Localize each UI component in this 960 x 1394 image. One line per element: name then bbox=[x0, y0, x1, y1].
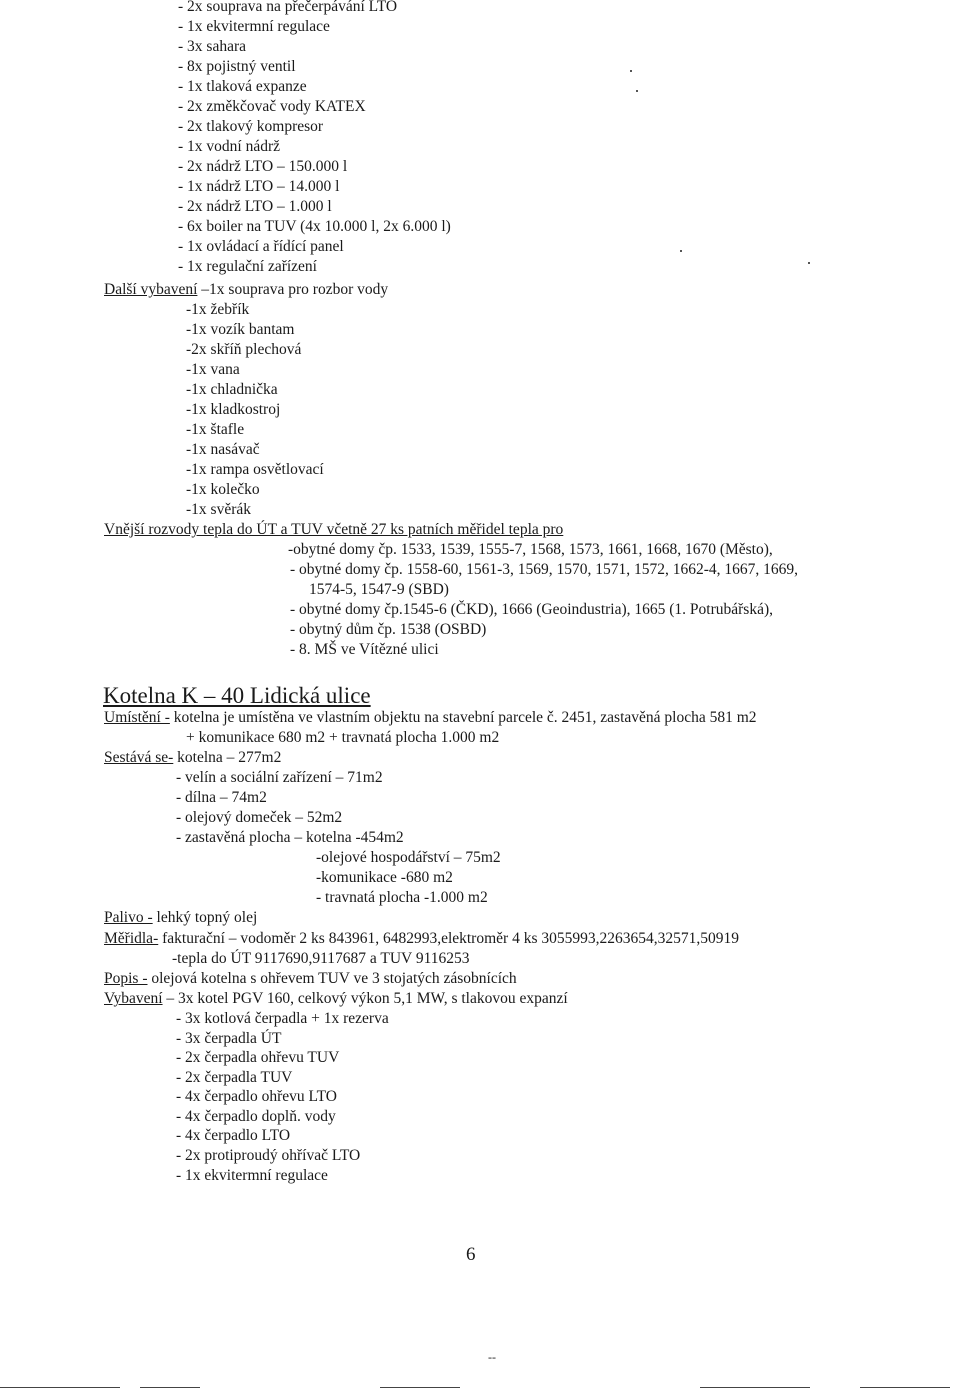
list-item: - 2x souprava na přečerpávání LTO bbox=[178, 0, 398, 15]
list-item: - 4x čerpadlo ohřevu LTO bbox=[176, 1088, 337, 1105]
equipment-label: Vybavení bbox=[104, 990, 163, 1007]
fuel-line bbox=[104, 908, 257, 928]
other-equipment-first-line bbox=[104, 280, 388, 300]
location-label: Umístění - bbox=[104, 709, 170, 726]
scan-speck bbox=[680, 250, 682, 252]
footer-mark: -- bbox=[488, 1350, 496, 1364]
location-text: kotelna je umístěna ve vlastním objektu na stavební parcele č. 2451, zastavěná plocha 581 m2 bbox=[169, 709, 757, 726]
meters-cont: -tepla do ÚT 9117690,9117687 a TUV 9116253 bbox=[172, 950, 470, 967]
other-equipment-first-item: –1x souprava pro rozbor vody bbox=[197, 281, 389, 298]
list-item: -1x rampa osvětlovací bbox=[186, 461, 324, 478]
list-item: - obytný dům čp. 1538 (OSBD) bbox=[290, 621, 487, 638]
list-item: -2x skříň plechová bbox=[186, 341, 302, 358]
list-item: - velín a sociální zařízení – 71m2 bbox=[176, 769, 383, 786]
bottom-scan-line bbox=[380, 1387, 460, 1388]
list-item: - travnatá plocha -1.000 m2 bbox=[316, 889, 488, 906]
scan-speck bbox=[808, 262, 810, 264]
meters-label: Měřidla- bbox=[104, 930, 159, 947]
equipment-line bbox=[104, 989, 568, 1009]
list-item: - obytné domy čp. 1558-60, 1561-3, 1569, 1570, 1571, 1572, 1662-4, 1667, 1669, bbox=[290, 561, 799, 578]
list-item: - zastavěná plocha – kotelna -454m2 bbox=[176, 829, 404, 846]
list-item: -1x štafle bbox=[186, 421, 245, 438]
list-item: -1x svěrák bbox=[186, 501, 251, 518]
fuel-text: lehký topný olej bbox=[152, 909, 258, 926]
list-item: -1x chladnička bbox=[186, 381, 278, 398]
list-item: -1x kladkostroj bbox=[186, 401, 281, 418]
list-item: - obytné domy čp.1545-6 (ČKD), 1666 (Geoindustria), 1665 (1. Potrubářská), bbox=[290, 601, 773, 618]
composition-line bbox=[104, 748, 281, 768]
list-item: - 4x čerpadlo doplň. vody bbox=[176, 1108, 336, 1125]
list-item: - 2x čerpadla TUV bbox=[176, 1069, 293, 1086]
external-distribution-label: Vnější rozvody tepla do ÚT a TUV včetně 27 ks patních měřidel tepla pro bbox=[104, 521, 564, 538]
list-item: - 6x boiler na TUV (4x 10.000 l, 2x 6.000 l) bbox=[178, 218, 451, 235]
list-item: - 3x sahara bbox=[178, 38, 246, 55]
list-item: - 3x kotlová čerpadla + 1x rezerva bbox=[176, 1010, 389, 1027]
description-text: olejová kotelna s ohřevem TUV ve 3 stojatých zásobnících bbox=[147, 970, 517, 987]
meters-line bbox=[104, 929, 739, 949]
list-item: -komunikace -680 m2 bbox=[316, 869, 453, 886]
description-line bbox=[104, 969, 517, 989]
list-item: -obytné domy čp. 1533, 1539, 1555-7, 1568, 1573, 1661, 1668, 1670 (Město), bbox=[288, 541, 773, 558]
location-cont: + komunikace 680 m2 + travnatá plocha 1.000 m2 bbox=[186, 729, 500, 746]
section-heading: Kotelna K – 40 Lidická ulice bbox=[103, 683, 371, 708]
list-item: - 1x ovládací a řídící panel bbox=[178, 238, 344, 255]
other-equipment-label: Další vybavení bbox=[104, 281, 198, 298]
list-item: -olejové hospodářství – 75m2 bbox=[316, 849, 501, 866]
scan-speck bbox=[636, 90, 638, 92]
list-item: - 8. MŠ ve Vítězné ulici bbox=[290, 641, 439, 658]
list-item: - dílna – 74m2 bbox=[176, 789, 267, 806]
composition-text: kotelna – 277m2 bbox=[173, 749, 282, 766]
list-item: - 2x čerpadla ohřevu TUV bbox=[176, 1049, 340, 1066]
list-item: - 1x ekvitermní regulace bbox=[178, 18, 330, 35]
list-item: - 3x čerpadla ÚT bbox=[176, 1030, 282, 1047]
list-item: -1x nasávač bbox=[186, 441, 260, 458]
list-item: - 1x vodní nádrž bbox=[178, 138, 281, 155]
fuel-label: Palivo - bbox=[104, 909, 153, 926]
list-item: -1x vozík bantam bbox=[186, 321, 295, 338]
list-item: - 4x čerpadlo LTO bbox=[176, 1127, 291, 1144]
list-item: -1x vana bbox=[186, 361, 240, 378]
list-item: - 2x tlakový kompresor bbox=[178, 118, 324, 135]
list-item: - 2x protiproudý ohřívač LTO bbox=[176, 1147, 361, 1164]
list-item: -1x žebřík bbox=[186, 301, 250, 318]
list-item: - 1x tlaková expanze bbox=[178, 78, 307, 95]
composition-label: Sestává se- bbox=[104, 749, 174, 766]
bottom-scan-line bbox=[0, 1387, 120, 1388]
bottom-scan-line bbox=[700, 1387, 810, 1388]
list-item: - 1x nádrž LTO – 14.000 l bbox=[178, 178, 340, 195]
page-number: 6 bbox=[466, 1244, 476, 1265]
bottom-scan-line bbox=[860, 1387, 950, 1388]
list-item: - 2x nádrž LTO – 150.000 l bbox=[178, 158, 348, 175]
list-item: - 1x ekvitermní regulace bbox=[176, 1167, 328, 1184]
list-item: 1574-5, 1547-9 (SBD) bbox=[309, 581, 449, 598]
equipment-text: – 3x kotel PGV 160, celkový výkon 5,1 MW, s tlakovou expanzí bbox=[162, 990, 568, 1007]
list-item: -1x kolečko bbox=[186, 481, 260, 498]
list-item: - olejový domeček – 52m2 bbox=[176, 809, 343, 826]
list-item: - 8x pojistný ventil bbox=[178, 58, 296, 75]
list-item: - 1x regulační zařízení bbox=[178, 258, 317, 275]
description-label: Popis - bbox=[104, 970, 148, 987]
location-line bbox=[104, 708, 757, 728]
meters-text: fakturační – vodoměr 2 ks 843961, 6482993,elektroměr 4 ks 3055993,2263654,32571,50919 bbox=[158, 930, 739, 947]
list-item: - 2x změkčovač vody KATEX bbox=[178, 98, 366, 115]
scan-speck bbox=[630, 70, 632, 72]
list-item: - 2x nádrž LTO – 1.000 l bbox=[178, 198, 332, 215]
bottom-scan-line bbox=[140, 1387, 200, 1388]
